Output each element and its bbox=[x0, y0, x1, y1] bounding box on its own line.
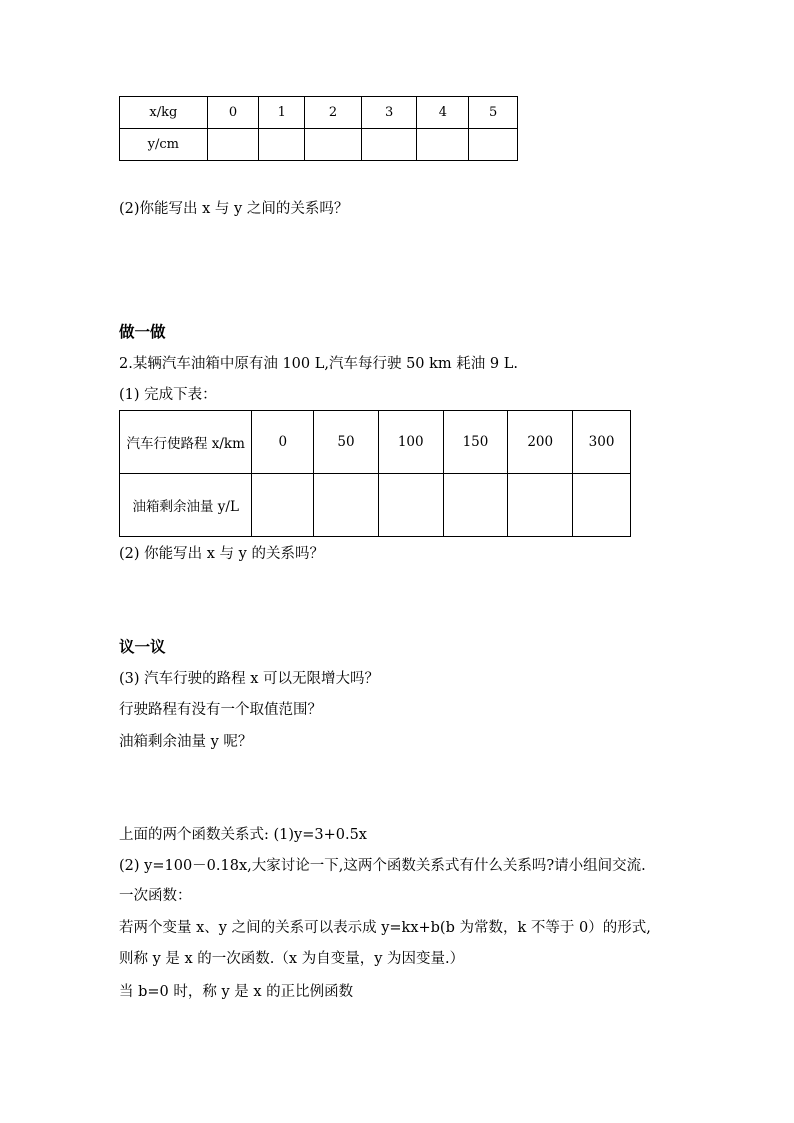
table-cell: 5 bbox=[469, 97, 518, 129]
definition-title: 一次函数： bbox=[119, 888, 192, 904]
table-cell bbox=[573, 474, 631, 537]
table-cell: 汽车行使路程 x/km bbox=[120, 411, 252, 474]
table-cell: 200 bbox=[508, 411, 573, 474]
table-cell bbox=[314, 474, 379, 537]
table-cell: 1 bbox=[259, 97, 305, 129]
table-cell bbox=[469, 129, 518, 161]
section-heading: 做一做 bbox=[119, 322, 166, 341]
table-cell bbox=[378, 474, 443, 537]
question-text: 油箱剩余油量 y 呢？ bbox=[119, 734, 253, 750]
table-cell bbox=[305, 129, 362, 161]
table-cell: x/kg bbox=[120, 97, 208, 129]
problem-text: 2.某辆汽车油箱中原有油 100 L,汽车每行驶 50 km 耗油 9 L. bbox=[119, 356, 518, 372]
table-cell: 2 bbox=[305, 97, 362, 129]
question-text: (2)你能写出 x 与 y 之间的关系吗？ bbox=[119, 201, 349, 217]
question-text: (2) 你能写出 x 与 y 的关系吗？ bbox=[119, 546, 324, 562]
section-heading: 议一议 bbox=[119, 637, 166, 656]
distance-fuel-table bbox=[119, 410, 631, 537]
question-text: (1) 完成下表： bbox=[119, 387, 217, 403]
summary-text: (2) y=100－0.18x,大家讨论一下,这两个函数关系式有什么关系吗?请小组间交流. bbox=[119, 858, 646, 874]
table-cell bbox=[252, 474, 314, 537]
table-cell bbox=[259, 129, 305, 161]
table-cell bbox=[508, 474, 573, 537]
table-cell: 3 bbox=[361, 97, 417, 129]
table-cell: 50 bbox=[314, 411, 379, 474]
table-cell: 300 bbox=[573, 411, 631, 474]
table-cell: 0 bbox=[252, 411, 314, 474]
summary-text: 上面的两个函数关系式: (1)y=3+0.5x bbox=[119, 827, 367, 843]
definition-text: 则称 y 是 x 的一次函数.（x 为自变量，y 为因变量.） bbox=[119, 951, 465, 967]
table-cell: 油箱剩余油量 y/L bbox=[120, 474, 252, 537]
table-cell bbox=[443, 474, 508, 537]
table-row bbox=[120, 411, 631, 474]
table-cell: y/cm bbox=[120, 129, 208, 161]
mass-length-table bbox=[119, 96, 518, 161]
table-cell: 100 bbox=[378, 411, 443, 474]
table-cell: 4 bbox=[417, 97, 469, 129]
definition-text: 当 b=0 时，称 y 是 x 的正比例函数 bbox=[119, 984, 354, 1000]
table-row bbox=[120, 97, 518, 129]
table-cell bbox=[361, 129, 417, 161]
table-cell: 150 bbox=[443, 411, 508, 474]
question-text: 行驶路程有没有一个取值范围？ bbox=[119, 702, 322, 718]
definition-text: 若两个变量 x、y 之间的关系可以表示成 y=kx+b(b 为常数，k 不等于 0）的形式, bbox=[119, 920, 651, 936]
table-row bbox=[120, 129, 518, 161]
table-row bbox=[120, 474, 631, 537]
table-cell: 0 bbox=[207, 97, 259, 129]
table-cell bbox=[417, 129, 469, 161]
question-text: (3) 汽车行驶的路程 x 可以无限增大吗？ bbox=[119, 671, 380, 687]
table-cell bbox=[207, 129, 259, 161]
